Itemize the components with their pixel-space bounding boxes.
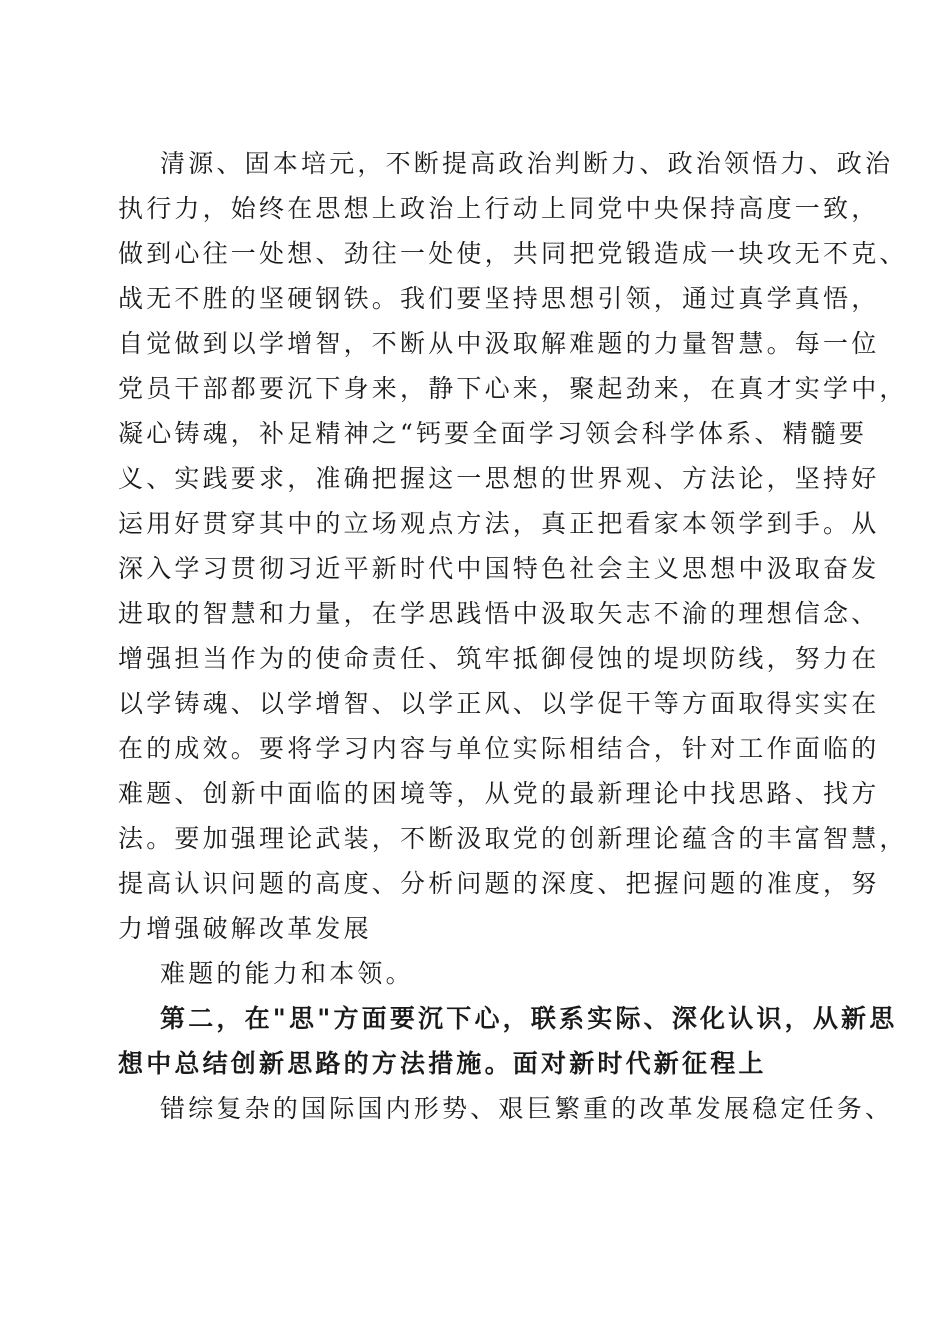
text-line: 凝心铸魂，补足精神之“钙要全面学习领会科学体系、精髓要 bbox=[118, 419, 868, 448]
text-line: 错综复杂的国际国内形势、艰巨繁重的改革发展稳定任务、 bbox=[160, 1094, 894, 1123]
text-line: 以学铸魂、以学增智、以学正风、以学促干等方面取得实实在 bbox=[118, 689, 880, 718]
text-line: 力增强破解改革发展 bbox=[118, 914, 372, 943]
text-line: 提高认识问题的高度、分析问题的深度、把握问题的准度，努 bbox=[118, 869, 880, 898]
text-line: 深入学习贯彻习近平新时代中国特色社会主义思想中汲取奋发 bbox=[118, 554, 880, 583]
text-line: 义、实践要求，准确把握这一思想的世界观、方法论，坚持好 bbox=[118, 464, 880, 493]
text-line: 党员干部都要沉下身来，静下心来，聚起劲来，在真才实学中， bbox=[118, 374, 908, 403]
text-line: 进取的智慧和力量，在学思践悟中汲取矢志不渝的理想信念、 bbox=[118, 599, 880, 628]
text-line: 难题的能力和本领。 bbox=[160, 959, 414, 988]
section-heading-line: 第二，在"思"方面要沉下心，联系实际、深化认识，从新思 bbox=[160, 1004, 898, 1033]
text-line: 法。要加强理论武装，不断汲取党的创新理论蕴含的丰富智慧， bbox=[118, 824, 908, 853]
text-line: 清源、固本培元，不断提高政治判断力、政治领悟力、政治 bbox=[160, 149, 894, 178]
text-line: 自觉做到以学增智，不断从中汲取解难题的力量智慧。每一位 bbox=[118, 329, 880, 358]
text-line: 在的成效。要将学习内容与单位实际相结合，针对工作面临的 bbox=[118, 734, 880, 763]
text-line: 难题、创新中面临的困境等，从党的最新理论中找思路、找方 bbox=[118, 779, 880, 808]
text-line: 做到心往一处想、劲往一处使，共同把党锻造成一块攻无不克、 bbox=[118, 239, 908, 268]
text-line: 增强担当作为的使命责任、筑牢抵御侵蚀的堤坝防线，努力在 bbox=[118, 644, 880, 673]
section-heading-line: 想中总结创新思路的方法措施。面对新时代新征程上 bbox=[118, 1049, 767, 1078]
text-line: 执行力，始终在思想上政治上行动上同党中央保持高度一致， bbox=[118, 194, 880, 223]
text-line: 运用好贯穿其中的立场观点方法，真正把看家本领学到手。从 bbox=[118, 509, 880, 538]
text-line: 战无不胜的坚硬钢铁。我们要坚持思想引领，通过真学真悟， bbox=[118, 284, 880, 313]
